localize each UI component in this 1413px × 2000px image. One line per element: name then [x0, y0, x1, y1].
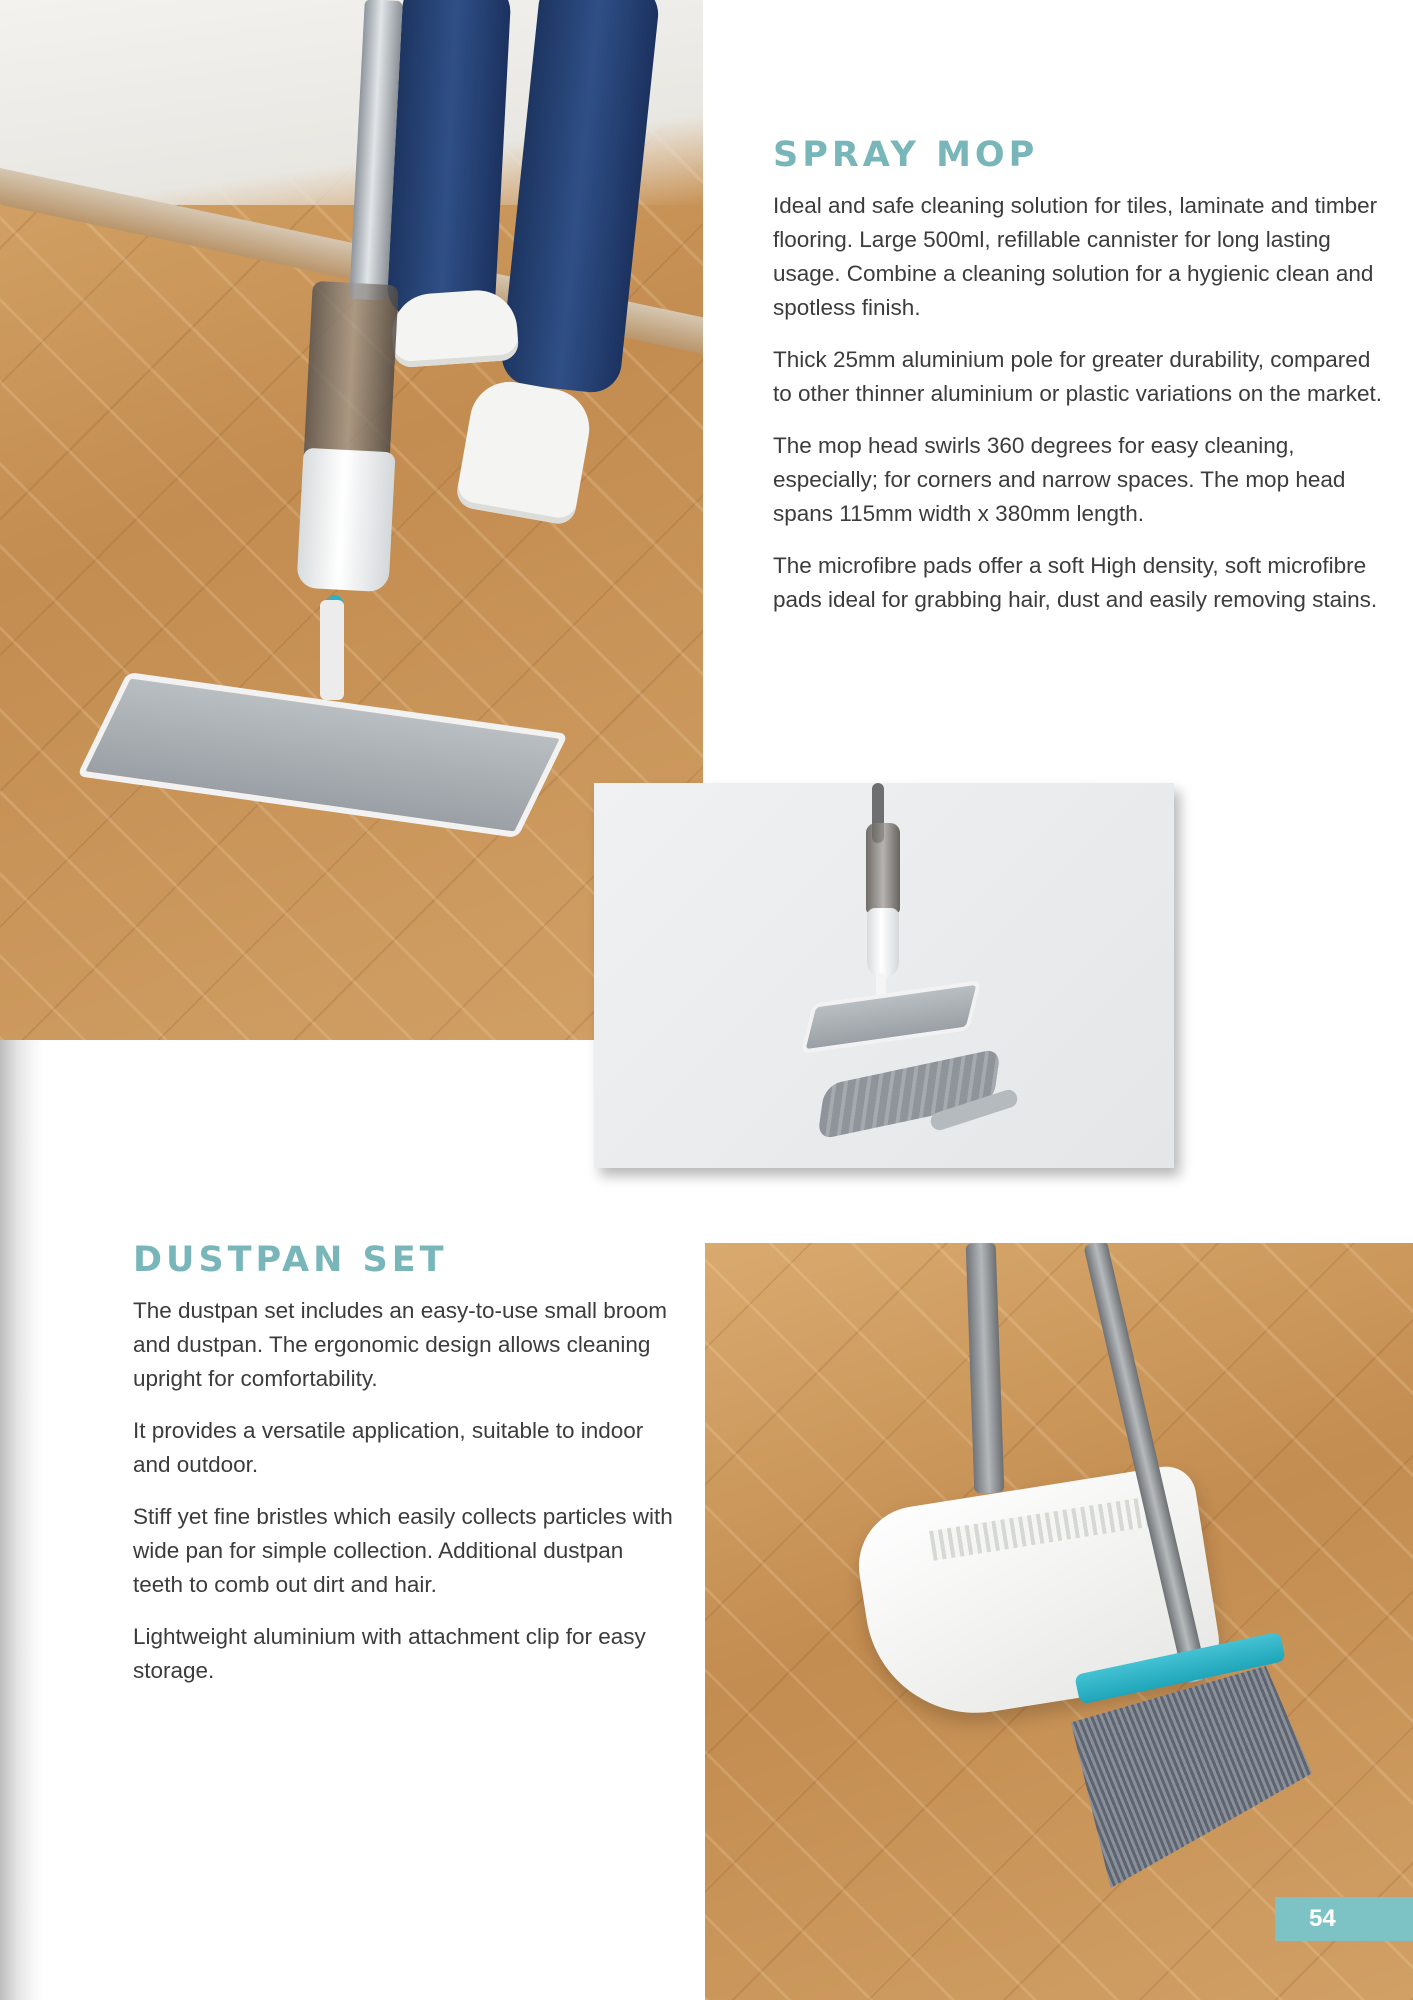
pack-mop-body — [867, 908, 899, 978]
mop-body — [296, 448, 395, 593]
dustpan-set-paragraph-2: It provides a versatile application, suitable to indoor and outdoor. — [133, 1418, 644, 1477]
dustpan-set-paragraph-1: The dustpan set includes an easy-to-use small broom and dustpan. The ergonomic design allows cleaning upright for comfortability. — [133, 1298, 668, 1391]
left-leg — [386, 0, 512, 323]
dustpan-handle — [966, 1243, 1005, 1493]
spray-mop-title: SPRAY MOP — [773, 135, 1039, 175]
spray-mop-section — [773, 135, 1393, 635]
dustpan-set-section — [133, 1240, 673, 1706]
pack-mop-canister — [866, 823, 900, 913]
pack-microfibre-pad — [817, 1048, 1001, 1140]
dustpan-set-title: DUSTPAN SET — [133, 1240, 448, 1280]
left-shoe — [390, 288, 520, 369]
page-number: 54 — [1275, 1897, 1413, 1941]
spray-mop-paragraph-1: Ideal and safe cleaning solution for tiles, laminate and timber flooring. Large 500ml, refillable cannister for long lasting usage. Combine a cleaning solution for a hygienic clean and spotless finish. — [773, 193, 1378, 320]
dustpan-set-paragraph-3: Stiff yet fine bristles which easily collects particles with wide pan for simple collection. Additional dustpan teeth to comb out dirt and hair. — [133, 1504, 673, 1597]
dustpan-set-paragraph-4: Lightweight aluminium with attachment clip for easy storage. — [133, 1624, 646, 1683]
spray-mop-paragraph-3: The mop head swirls 360 degrees for easy cleaning, especially; for corners and narrow spaces. The mop head spans 115mm width x 380mm length. — [773, 433, 1346, 526]
mop-canister — [303, 281, 399, 470]
pack-mop-head — [801, 980, 982, 1054]
spray-mop-paragraph-2: Thick 25mm aluminium pole for greater durability, compared to other thinner aluminium or plastic variations on the market. — [773, 347, 1383, 406]
dustpan-set-photo — [705, 1243, 1413, 2000]
spray-mop-product-photo — [594, 783, 1174, 1168]
spray-mop-paragraph-4: The microfibre pads offer a soft High density, soft microfibre pads ideal for grabbing hair, dust and easily removing stains. — [773, 553, 1378, 612]
mop-neck — [320, 600, 344, 700]
right-shoe — [454, 376, 595, 527]
